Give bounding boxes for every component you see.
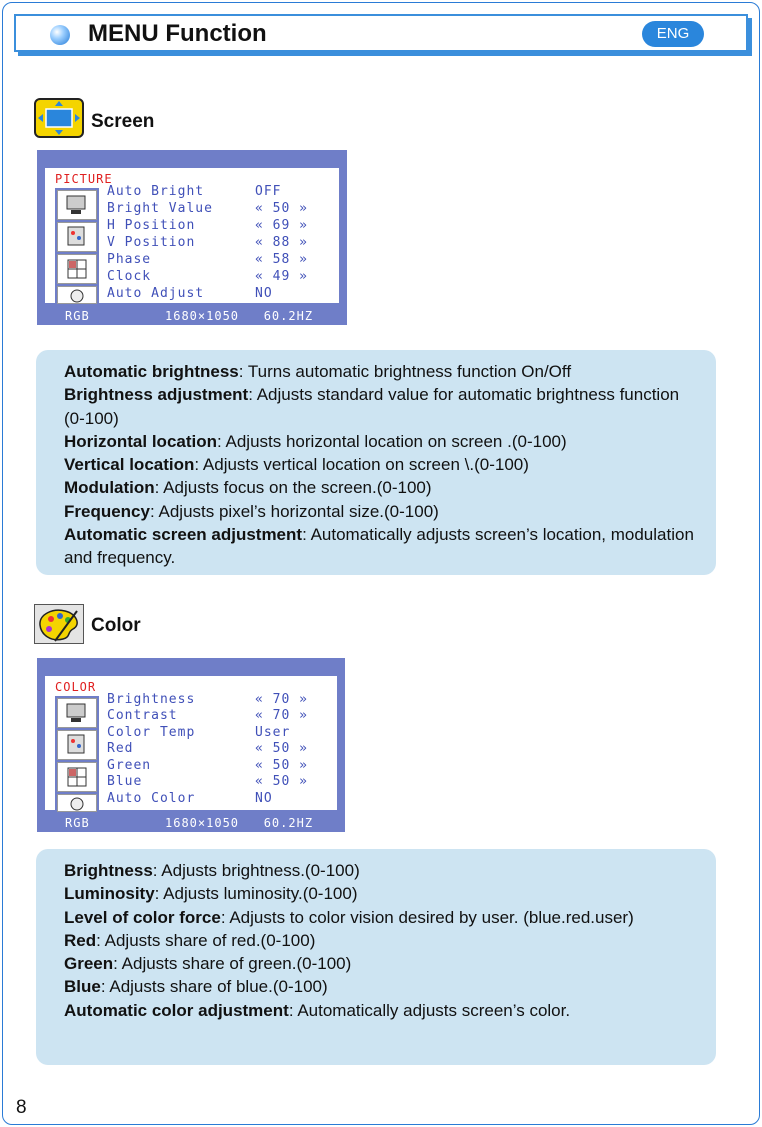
osd-panel bbox=[45, 676, 337, 810]
description-item: Modulation: Adjusts focus on the screen.(0-100) bbox=[64, 478, 432, 498]
description-item: Luminosity: Adjusts luminosity.(0-100) bbox=[64, 884, 358, 904]
osd-icon-strip bbox=[55, 188, 99, 303]
description-item: Vertical location: Adjusts vertical location on screen \.(0-100) bbox=[64, 455, 529, 475]
description-item: Automatic color adjustment: Automatically adjusts screen’s color. bbox=[64, 1000, 571, 1020]
osd-row-label: Red bbox=[107, 741, 134, 756]
osd-icon-strip bbox=[55, 696, 99, 810]
osd-row-value: User bbox=[255, 725, 291, 740]
color-osd-menu bbox=[37, 658, 345, 832]
osd-footer-source: RGB bbox=[65, 816, 90, 830]
osd-footer-source: RGB bbox=[65, 309, 90, 323]
page-title: MENU Function bbox=[88, 20, 267, 47]
description-item: Frequency: Adjusts pixel’s horizontal size.(0-100) bbox=[64, 501, 439, 521]
osd-row-value: OFF bbox=[255, 184, 282, 199]
osd-footer-resolution: 1680×1050 60.2HZ bbox=[165, 816, 314, 830]
description-item: Horizontal location: Adjusts horizontal location on screen .(0-100) bbox=[64, 431, 567, 451]
osd-row-value: « 50 » bbox=[255, 758, 308, 773]
osd-row-label: Contrast bbox=[107, 708, 178, 723]
osd-row-label: Green bbox=[107, 758, 152, 773]
osd-row-label: V Position bbox=[107, 235, 196, 250]
description-item: Blue: Adjusts share of blue.(0-100) bbox=[64, 977, 328, 997]
osd-row-label: Brightness bbox=[107, 692, 196, 707]
osd-row-label: Auto Color bbox=[107, 791, 196, 806]
osd-row-value: « 58 » bbox=[255, 252, 308, 267]
osd-row-value: « 50 » bbox=[255, 741, 308, 756]
picture-osd-menu bbox=[37, 150, 347, 325]
bullet-icon bbox=[50, 25, 70, 45]
language-badge: ENG bbox=[642, 21, 704, 47]
palette-small-icon bbox=[57, 222, 97, 252]
description-item: Automatic screen adjustment: Automatically adjusts screen’s location, modulation and frequency. bbox=[64, 525, 694, 568]
palette-icon bbox=[34, 604, 84, 644]
description-item: Brightness: Adjusts brightness.(0-100) bbox=[64, 861, 360, 880]
settings-icon bbox=[57, 286, 97, 304]
osd-row-value: « 50 » bbox=[255, 201, 308, 216]
osd-row-value: NO bbox=[255, 286, 273, 301]
osd-row-label: H Position bbox=[107, 218, 196, 233]
monitor-icon bbox=[57, 698, 97, 728]
screen-resize-icon bbox=[34, 98, 84, 138]
settings-icon bbox=[57, 794, 97, 812]
osd-row-value: « 69 » bbox=[255, 218, 308, 233]
description-item: Automatic brightness: Turns automatic brightness function On/Off bbox=[64, 362, 572, 381]
osd-row-label: Auto Adjust bbox=[107, 286, 205, 301]
osd-row-label: Phase bbox=[107, 252, 152, 267]
osd-row-label: Color Temp bbox=[107, 725, 196, 740]
monitor-icon bbox=[57, 190, 97, 220]
description-item: Level of color force: Adjusts to color vision desired by user. (blue.red.user) bbox=[64, 907, 634, 927]
osd-row-label: Blue bbox=[107, 774, 143, 789]
osd-row-value: « 50 » bbox=[255, 774, 308, 789]
description-item: Green: Adjusts share of green.(0-100) bbox=[64, 954, 352, 974]
osd-row-label: Bright Value bbox=[107, 201, 213, 216]
osd-header: COLOR bbox=[55, 680, 97, 694]
osd-row-value: « 70 » bbox=[255, 692, 308, 707]
osd-row-value: « 88 » bbox=[255, 235, 308, 250]
grid-icon bbox=[57, 762, 97, 792]
header-bar bbox=[14, 14, 748, 52]
osd-panel bbox=[45, 168, 339, 303]
description-item: Red: Adjusts share of red.(0-100) bbox=[64, 930, 316, 950]
color-description-box bbox=[36, 849, 716, 1065]
osd-row-value: NO bbox=[255, 791, 273, 806]
grid-icon bbox=[57, 254, 97, 284]
osd-row-label: Clock bbox=[107, 269, 152, 284]
osd-row-label: Auto Bright bbox=[107, 184, 205, 199]
osd-row-value: « 70 » bbox=[255, 708, 308, 723]
osd-row-value: « 49 » bbox=[255, 269, 308, 284]
section-title-screen: Screen bbox=[91, 111, 155, 132]
osd-footer-resolution: 1680×1050 60.2HZ bbox=[165, 309, 314, 323]
palette-small-icon bbox=[57, 730, 97, 760]
page-number: 8 bbox=[16, 1097, 27, 1118]
description-item: Brightness adjustment: Adjusts standard value for automatic brightness function (0-100) bbox=[64, 385, 680, 428]
screen-description-box bbox=[36, 350, 716, 575]
section-title-color: Color bbox=[91, 615, 141, 636]
osd-header: PICTURE bbox=[55, 172, 113, 186]
